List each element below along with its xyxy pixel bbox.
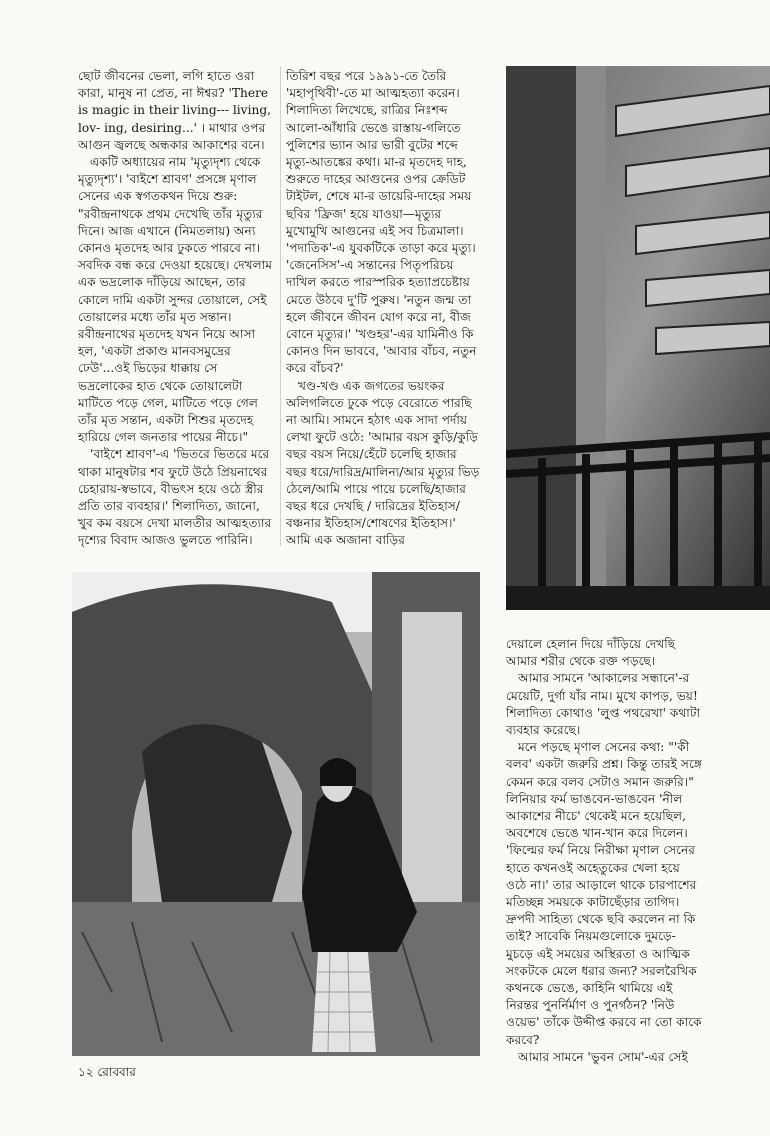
page-folio: ১২ রোববার xyxy=(78,1065,136,1079)
paragraph: একটি অধ্যায়ের নাম 'মৃত্যুদৃশ্য থেকে মৃত্যুদৃশ্য'। 'বাইশে শ্রাবণ' প্রসঙ্গে মৃণাল সেনের এক স্বগতকথন দিয়ে শুরু: "রবীন্দ্রনাথকে প্রথম দেখেছি তাঁর মৃত্যুর দিনে। আজ এখানে (নিমতলায়) অন্য কোনও মৃতদেহ আর ঢুকতে পারবে না। সবদিক বন্ধ করে দেওয়া হয়েছে। দেখলাম এক ভদ্রলোক দাঁড়িয়ে আছেন, তার কোলে দামি একটা সুন্দর তোয়ালে, সেই তোয়ালের মধ্যে তাঁর মৃত সন্তান। রবীন্দ্রনাথের মৃতদেহ যখন নিয়ে আসা হল, 'একটা প্রকাণ্ড মানবসমুদ্রের ঢেউ'...ওই ভিড়ের ধাক্কায় সে ভদ্রলোকের হাত থেকে তোয়ালেটা মাটিতে পড়ে গেল, মাটিতে পড়ে গেল তাঁর মৃত সন্তান, একটা শিশুর মৃতদেহ হারিয়ে গেল জনতার পায়ের নীচে।" xyxy=(78,155,273,445)
text-column-2 xyxy=(286,68,480,550)
paragraph: মনে পড়ছে মৃণাল সেনের কথা: "'কী বলব' একটা জরুরি প্রশ্ন। কিন্তু তারই সঙ্গে কেমন করে বলব সেটাও সমান জরুরি।" লিনিয়ার ফর্ম ভাঙবেন-ভাঙবেন 'নীল আকাশের নীচে' থেকেই মনে হয়েছিল, অবশেষে ভেঙে খান-খান করে দিলেন। 'ফিল্মের ফর্ম নিয়ে নিরীক্ষা মৃণাল সেনের হাতে কখনওই অহেতুকের খেলা হয়ে ওঠে না।' তার আড়ালে থাকে চারপাশের মতিচ্ছন্ন সময়কে কাটাছেঁড়ার তাগিদ। দ্রুপদী সাহিত্য থেকে ছবি করলেন না কি তাই? সাবেকি নিয়মগুলোকে দুমড়ে-মুচড়ে এই সময়ের অস্থিরতা ও আত্মিক সংকটকে মেলে ধরার জন্য? সরলরৈখিক কথনকে ভেঙে, কাহিনি থামিয়ে এই নিরন্তর পুনর্নির্মাণ ও পুনর্গঠন? 'নিউ ওয়েভ' তাঁকে উদ্দীপ্ত করবে না তো কাকে করবে? xyxy=(506,740,702,1047)
staircase-railing-photo xyxy=(506,66,770,610)
text-column-1 xyxy=(78,68,274,550)
text-column-3 xyxy=(506,636,702,1066)
paragraph: আমার সামনে 'ভুবন সোম'-এর সেই xyxy=(518,1049,688,1064)
paragraph: দেয়ালে হেলান দিয়ে দাঁড়িয়ে দেখছি আমার শরীর থেকে রক্ত পড়ছে। xyxy=(506,637,676,669)
paragraph: ছোট জীবনের ভেলা, লগি হাতে ওরা কারা, মানুষ না প্রেত, না ঈশ্বর? 'There is magic in their living--- living, lov- ing, desiring...' । মাথার ওপর আগুন জ্বলছে অন্ধকার আকাশের বনে। xyxy=(78,69,271,152)
paragraph: 'বাইশে শ্রাবণ'-এ 'ভিতরে ভিতরে মরে থাকা মানুষটার শব ফুটে উঠে প্রিয়নাথের চেহারায়-স্বভাবে, বীভৎস হয়ে ওঠে স্ত্রীর প্রতি তার ব্যবহার।' শিলাদিত্য, জানো, খুব কম বয়সে দেখা মালতীর আত্মহত্যার দৃশ্যের বিবাদ আজও ভুলতে পারিনি। xyxy=(78,447,272,548)
paragraph: খণ্ড-খণ্ড এক জগতের ভয়ংকর অলিগলিতে ঢুকে পড়ে বেরোতে পারছি না আমি। সামনে হঠাৎ এক সাদা পর্দায় লেখা ফুটে ওঠে: 'আমার বয়স কুড়ি/কুড়ি বছর বয়স নিয়ে/হেঁটে চলেছি হাজার বছর ধরে/দারিদ্র/মালিন্য/আর মৃত্যুর ভিড় ঠেলে/আমি পায়ে পায়ে চলেছি/হাজার বছর ধরে দেখছি / দারিদ্রের ইতিহাস/বঞ্চনার ইতিহাস/শোষণের ইতিহাস।' আমি এক অজানা বাড়ির xyxy=(286,378,480,548)
paragraph: আমার সামনে 'আকালের সন্ধানে'-র মেয়েটি, দুর্গা যাঁর নাম। মুখে কাপড়, ভয়! শিলাদিত্য কোথাও 'লুপ্ত পথরেখা' কথাটা ব্যবহার করেছে। xyxy=(506,671,701,738)
column-rule xyxy=(280,66,281,546)
ruins-woman-photo xyxy=(72,572,480,1056)
paragraph: তিরিশ বছর পরে ১৯৯১-তে তৈরি 'মহাপৃথিবী'-তে মা আত্মহত্যা করেন। শিলাদিত্য লিখেছে, রাত্রির নিঃশব্দ আলো-আঁধারি ভেঙে রাস্তায়-গলিতে পুলিশের ভ্যান আর ভারী বুটের শব্দে মৃত্যু-আতঙ্কের কথা। মা-র মৃতদেহ দাহ, শুরুতে দাহের আগুনের ওপর ক্রেডিট টাইটল, শেষে মা-র ডায়েরি-দাহের সময় ছবির 'ফ্রিজ' হয়ে যাওয়া—মৃত্যুর মুখোমুখি আগুনের এই সব চিত্রমালা। 'পদাতিক'-এ যুবকটিকে তাড়া করে মৃত্যু। 'জেনেসিস'-এ সন্তানের পিতৃপরিচয় দাখিল করতে পারস্পরিক হত্যাপ্রচেষ্টায় মেতে উঠবে দু'টি পুরুষ। 'নতুন জন্ম তা হলে জীবনে জীবন যোগ করে না, বীজ বোনে মৃত্যুর।' 'খণ্ডহর'-এর যামিনীও কি কোনও দিন ভাববে, 'আবার বাঁচব, নতুন করে বাঁচব?' xyxy=(286,69,477,376)
